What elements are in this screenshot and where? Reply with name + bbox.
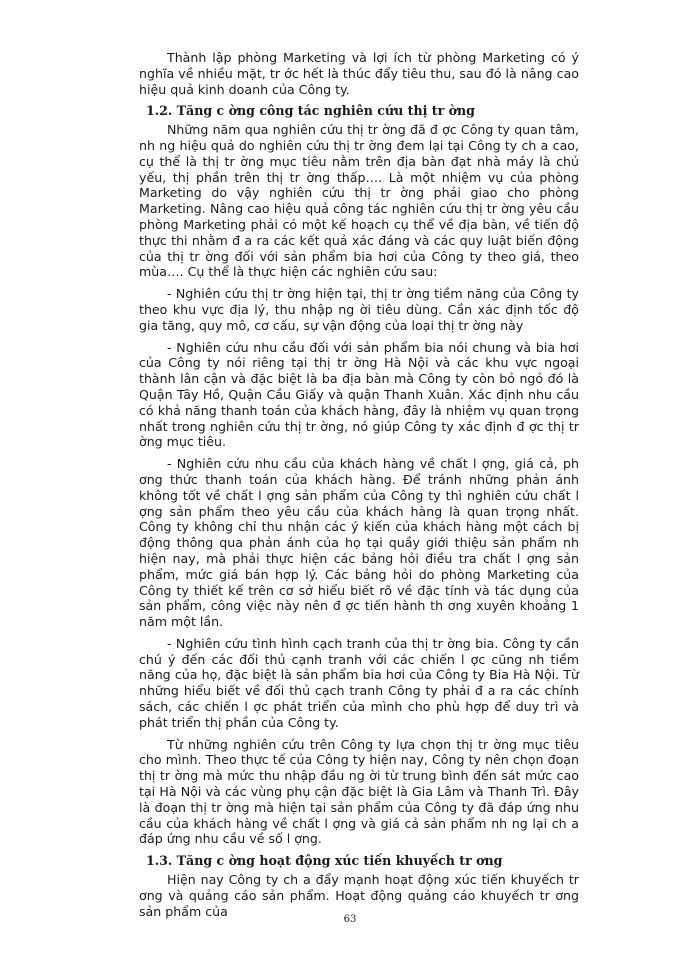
section-heading: 1.2. Tăng c ờng công tác nghiên cứu thị tr ờng (146, 103, 475, 119)
paragraph: - Nghiên cứu nhu cầu của khách hàng về chất l ợng, giá cả, ph ơng thức thanh toán của khách hàng. Để tránh những phản ánh không tốt về chất l ợng sản phẩm của Công ty thì nghiên cứu chất l ợng sản phẩm theo yêu cầu của khách hàng là quan trọng nhất. Công ty không chỉ thu nhận các ý kiến của khách hàng một cách bị động thông qua phản ánh của họ tại quầy giới thiệu sản phẩm nh hiện nay, mà phải thực hiện các bảng hỏi điều tra chất l ợng sản phẩm, mức giá bán hợp lý. Các bảng hỏi do phòng Marketing của Công ty thiết kế trên cơ sở hiểu biết rõ về đặc tính và tác dụng của sản phẩm, công việc này nên đ ợc tiến hành th ơng xuyên khoảng 1 năm một lần. (139, 456, 579, 630)
paragraph: Từ những nghiên cứu trên Công ty lựa chọn thị tr ờng mục tiêu cho mình. Theo thực tế của Công ty hiện nay, Công ty nên chọn đoạn thị tr ờng mà mức thu nhập đầu ng ời từ trung bình đến sát mức cao tại Hà Nội và các vùng phụ cận đặc biệt là Gia Lâm và Thanh Trì. Đây là đoạn thị tr ờng mà hiện tại sản phẩm của Công ty đã đáp ứng nhu cầu của khách hàng về chất l ợng và giá cả sản phẩm nh ng lại ch a đáp ứng nhu cầu về số l ợng. (139, 736, 579, 847)
paragraph: - Nghiên cứu nhu cầu đối với sản phẩm bia nói chung và bia hơi của Công ty nói riêng tại thị tr ờng Hà Nội và các khu vực ngoại thành lân cận và đặc biệt là ba địa bàn mà Công ty còn bỏ ngỏ đó là Quận Tây Hồ, Quận Cầu Giấy và quận Thanh Xuân. Xác định nhu cầu có khả năng thanh toán của khách hàng, đây là nhiệm vụ quan trọng nhất trong nghiên cứu thị tr ờng, nó giúp Công ty xác định đ ợc thị tr ờng mục tiêu. (139, 339, 579, 450)
section-heading: 1.3. Tăng c ờng hoạt động xúc tiến khuyếch tr ơng (146, 853, 503, 869)
paragraph: - Nghiên cứu thị tr ờng hiện tại, thị tr ờng tiềm năng của Công ty theo khu vực địa lý, thu nhập ng ời tiêu dùng. Cần xác định tốc độ gia tăng, quy mô, cơ cấu, sự vận động của loại thị tr ờng này (139, 286, 579, 333)
paragraph: Những năm qua nghiên cứu thị tr ờng đã đ ợc Công ty quan tâm, nh ng hiệu quả do nghiên cứu thị tr ờng đem lại tại Công ty ch a cao, cụ thể là thị tr ờng mục tiêu nằm trên địa bàn đạt nhà máy là chủ yếu, thị phần trên thị tr ờng thấp…. Là một nhiệm vụ của phòng Marketing do vậy nghiên cứu thị tr ờng phải giao cho phòng Marketing. Nâng cao hiệu quả công tác nghiên cứu thị tr ờng yêu cầu phòng Marketing phải có một kế hoạch cụ thể về địa bàn, về tiến độ thực thi nhằm đ a ra các kết quả xác đáng và các quy luật biến động của thị tr ờng đối với sản phẩm bia hơi của Công ty theo giá, theo mùa…. Cụ thể là thực hiện các nghiên cứu sau: (139, 122, 579, 280)
paragraph: Hiện nay Công ty ch a đẩy mạnh hoạt động xúc tiến khuyếch tr ơng và quảng cáo sản phẩm. Hoạt động quảng cáo khuyếch tr ơng sản phẩm của (139, 872, 579, 919)
paragraph: Thành lập phòng Marketing và lợi ích từ phòng Marketing có ý nghĩa về nhiều mặt, tr ớc hết là thúc đẩy tiêu thu, sau đó là nâng cao hiệu quả kinh doanh của Công ty. (139, 50, 579, 97)
document-body (139, 50, 579, 925)
page-number: 63 (343, 914, 357, 925)
paragraph: - Nghiên cứu tình hình cạch tranh của thị tr ờng bia. Công ty cần chú ý đến các đối thủ cạnh tranh với các chiến l ợc cũng nh tiềm năng của họ, đặc biệt là sản phẩm bia hơi của Công ty Bia Hà Nội. Từ những hiểu biết về đối thủ cạch tranh Công ty phải đ a ra các chính sách, các chiến l ợc phát triển của mình cho phù hợp để duy trì và phát triển thị phần của Công ty. (139, 635, 579, 730)
